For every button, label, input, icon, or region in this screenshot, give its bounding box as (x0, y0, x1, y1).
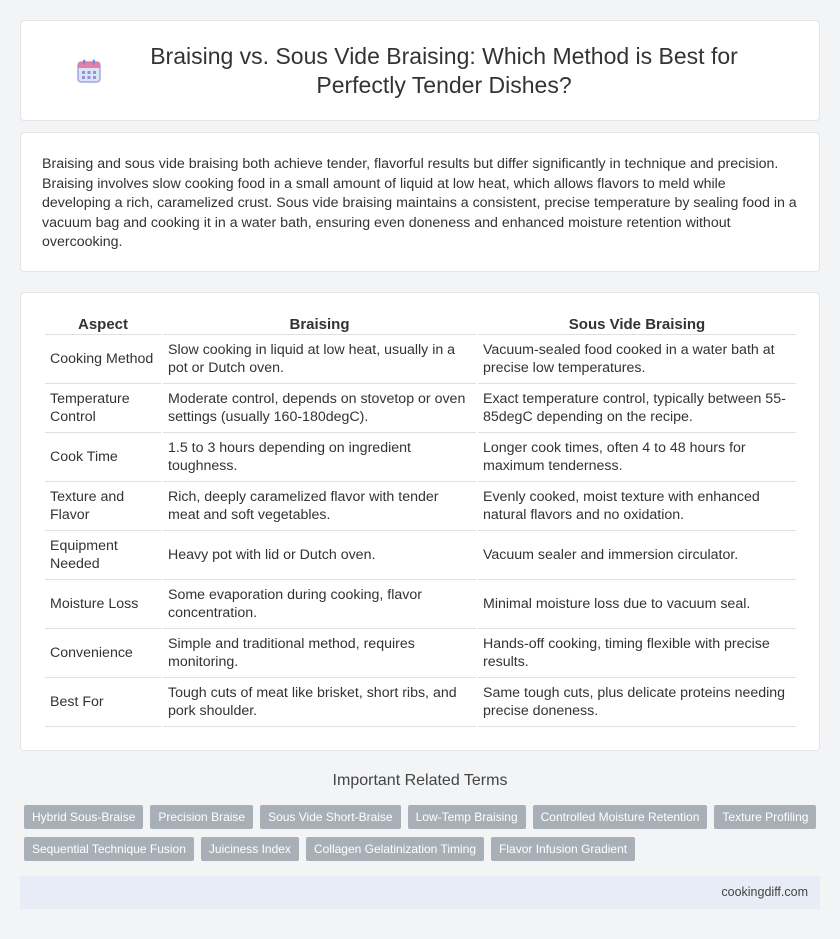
calendar-icon (76, 58, 102, 84)
aspect-cell: Convenience (45, 629, 161, 678)
footer-site-link[interactable]: cookingdiff.com (721, 885, 808, 899)
aspect-cell: Texture and Flavor (45, 482, 161, 531)
sous-vide-cell: Same tough cuts, plus delicate proteins needing precise doneness. (478, 678, 796, 727)
sous-vide-cell: Exact temperature control, typically between 55-85degC depending on the recipe. (478, 384, 796, 433)
related-tag[interactable]: Texture Profiling (714, 805, 816, 829)
comparison-table (43, 313, 798, 727)
braising-cell: Heavy pot with lid or Dutch oven. (163, 531, 476, 580)
footer (20, 876, 820, 909)
table-row (45, 335, 796, 384)
braising-cell: 1.5 to 3 hours depending on ingredient toughness. (163, 433, 476, 482)
aspect-cell: Cooking Method (45, 335, 161, 384)
related-tag[interactable]: Sous Vide Short-Braise (260, 805, 401, 829)
related-tag[interactable]: Juiciness Index (201, 837, 299, 861)
table-row (45, 580, 796, 629)
sous-vide-cell: Vacuum-sealed food cooked in a water bath at precise low temperatures. (478, 335, 796, 384)
sous-vide-cell: Vacuum sealer and immersion circulator. (478, 531, 796, 580)
table-row (45, 629, 796, 678)
braising-cell: Tough cuts of meat like brisket, short ribs, and pork shoulder. (163, 678, 476, 727)
braising-cell: Rich, deeply caramelized flavor with tender meat and soft vegetables. (163, 482, 476, 531)
title-wrap (36, 42, 804, 100)
aspect-cell: Moisture Loss (45, 580, 161, 629)
header-aspect: Aspect (45, 313, 161, 335)
intro-text: Braising and sous vide braising both achieve tender, flavorful results but differ significantly in technique and precision. Braising involves slow cooking food in a small amount of liquid at low heat, which allows flavors to meld while developing a rich, caramelized crust. Sous vide braising maintains a consistent, precise temperature by sealing food in a vacuum bag and cooking it in a water bath, ensuring even doneness and enhanced moisture retention without overcooking. (42, 156, 797, 251)
sous-vide-cell: Hands-off cooking, timing flexible with precise results. (478, 629, 796, 678)
comparison-table-card (20, 292, 820, 751)
sous-vide-cell: Minimal moisture loss due to vacuum seal. (478, 580, 796, 629)
related-tag[interactable]: Low-Temp Braising (408, 805, 526, 829)
aspect-cell: Cook Time (45, 433, 161, 482)
related-tag[interactable]: Precision Braise (150, 805, 253, 829)
related-tag[interactable]: Collagen Gelatinization Timing (306, 837, 484, 861)
related-terms-title: Important Related Terms (332, 772, 508, 789)
table-row (45, 482, 796, 531)
title-card (20, 20, 820, 121)
braising-cell: Simple and traditional method, requires monitoring. (163, 629, 476, 678)
page-title: Braising vs. Sous Vide Braising: Which Method is Best for Perfectly Tender Dishes? (150, 42, 738, 98)
related-terms-tags (24, 805, 824, 861)
aspect-cell: Temperature Control (45, 384, 161, 433)
intro-card (20, 132, 820, 272)
related-tag[interactable]: Controlled Moisture Retention (533, 805, 708, 829)
sous-vide-cell: Longer cook times, often 4 to 48 hours for maximum tenderness. (478, 433, 796, 482)
sous-vide-cell: Evenly cooked, moist texture with enhanced natural flavors and no oxidation. (478, 482, 796, 531)
related-tag[interactable]: Sequential Technique Fusion (24, 837, 194, 861)
header-sous-vide: Sous Vide Braising (478, 313, 796, 335)
header-braising: Braising (163, 313, 476, 335)
table-header-row (45, 313, 796, 335)
table-row (45, 531, 796, 580)
table-row (45, 384, 796, 433)
braising-cell: Slow cooking in liquid at low heat, usually in a pot or Dutch oven. (163, 335, 476, 384)
braising-cell: Some evaporation during cooking, flavor concentration. (163, 580, 476, 629)
aspect-cell: Equipment Needed (45, 531, 161, 580)
table-row (45, 433, 796, 482)
table-row (45, 678, 796, 727)
related-tag[interactable]: Flavor Infusion Gradient (491, 837, 635, 861)
related-tag[interactable]: Hybrid Sous-Braise (24, 805, 143, 829)
aspect-cell: Best For (45, 678, 161, 727)
braising-cell: Moderate control, depends on stovetop or oven settings (usually 160-180degC). (163, 384, 476, 433)
